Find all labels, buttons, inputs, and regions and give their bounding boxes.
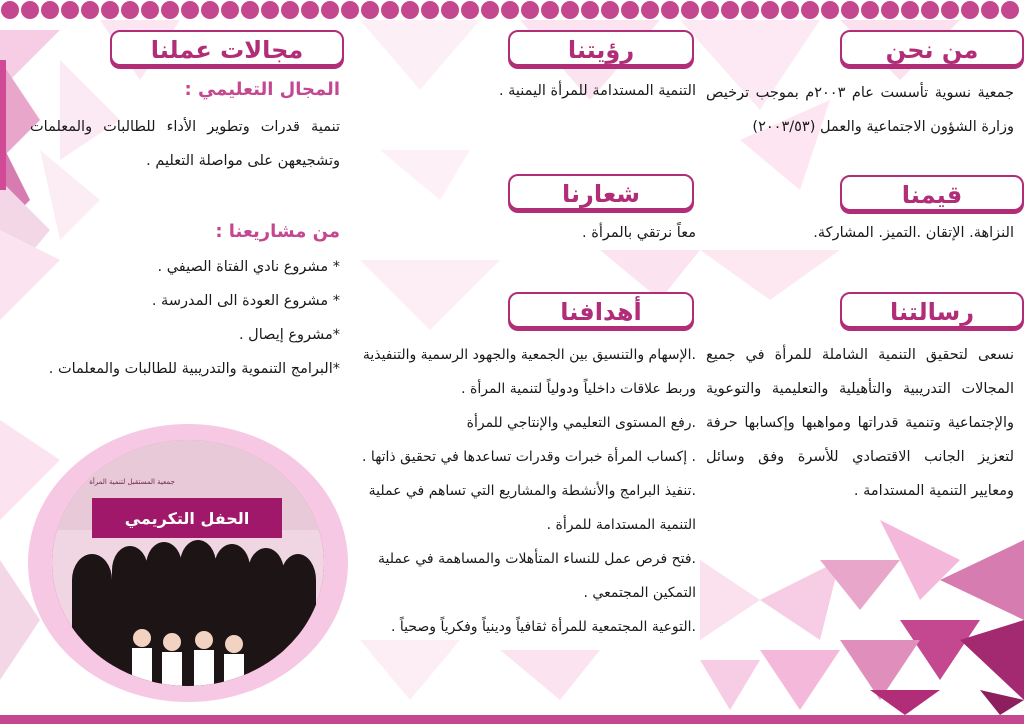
top-dotted-border xyxy=(0,0,1024,22)
ceremony-photo-illustration xyxy=(52,440,324,686)
goal-item: .فتح فرص عمل للنساء المتأهلات والمساهمة في عملية التمكين المجتمعي . xyxy=(378,551,696,601)
goal-item: . إكساب المرأة خبرات وقدرات تساعدها في تحقيق ذاتها . xyxy=(362,449,696,465)
goal-item: .التوعية المجتمعية للمرأة ثقافياً ودينياً وفكرياً وصحياً . xyxy=(390,619,696,635)
mission-heading-text: رسالتنا xyxy=(889,298,975,326)
who-we-are-heading xyxy=(840,30,1024,66)
goals-list xyxy=(356,338,696,644)
mission-text: نسعى لتحقيق التنمية الشاملة للمرأة في جميع المجالات التدريبية والتأهيلية والتعليمية والتوعوية والإجتماعية وتنمية قدراتها ومواهبها وإكسابها حرفة لتعزيز الجانب الاقتصادي للأسرة وفق وسائل ومعايير التنمية المستدامة . xyxy=(706,347,1014,499)
goal-item: .تنفيذ البرامج والأنشطة والمشاريع التي تساهم في عملية التنمية المستدامة للمرأة . xyxy=(368,483,696,533)
slogan-heading xyxy=(508,174,694,210)
values-text: النزاهة. الإتقان .التميز. المشاركة. xyxy=(813,225,1014,241)
values-heading-text: قيمنا xyxy=(901,181,963,209)
slogan-text: معاً نرتقي بالمرأة . xyxy=(582,225,696,241)
fields-heading-text: مجالات عملنا xyxy=(150,36,304,64)
projects-list xyxy=(30,250,340,386)
ceremony-photo xyxy=(52,440,324,686)
project-item: *البرامج التنموية والتدريبية للطالبات والمعلمات . xyxy=(48,361,340,377)
slogan-heading-text: شعارنا xyxy=(562,180,640,208)
vision-heading xyxy=(508,30,694,66)
projects-title: من مشاريعنا : xyxy=(215,221,340,242)
goal-item: .رفع المستوى التعليمي والإنتاجي للمرأة xyxy=(466,415,696,431)
who-we-are-heading-text: من نحن xyxy=(885,36,979,64)
project-item: * مشروع العودة الى المدرسة . xyxy=(151,293,340,309)
education-title: المجال التعليمي : xyxy=(184,79,340,100)
project-item: * مشروع نادي الفتاة الصيفي . xyxy=(157,259,340,275)
education-text: تنمية قدرات وتطوير الأداء للطالبات والمعلمات وتشجيعهن على مواصلة التعليم . xyxy=(30,119,340,169)
mission-heading xyxy=(840,292,1024,328)
who-we-are-text: جمعية نسوية تأسست عام ٢٠٠٣م بموجب ترخيص وزارة الشؤون الاجتماعية والعمل (٢٠٠٣/٥٣) xyxy=(706,85,1014,135)
goals-heading-text: أهدافنا xyxy=(560,298,642,326)
values-heading xyxy=(840,175,1024,211)
bottom-border-bar xyxy=(0,715,1024,724)
org-caption: جمعية المستقبل لتنمية المرأة xyxy=(89,478,175,486)
goal-item: .الإسهام والتنسيق بين الجمعية والجهود الرسمية والتنفيذية وربط علاقات داخلياً ودولياً لتنمية المرأة . xyxy=(362,347,696,397)
goals-heading xyxy=(508,292,694,328)
banner-text: الحفل التكريمي xyxy=(124,509,250,528)
vision-heading-text: رؤيتنا xyxy=(567,36,635,64)
fields-heading xyxy=(110,30,344,66)
vision-text: التنمية المستدامة للمرأة اليمنية . xyxy=(498,83,696,99)
project-item: *مشروع إيصال . xyxy=(238,327,340,343)
